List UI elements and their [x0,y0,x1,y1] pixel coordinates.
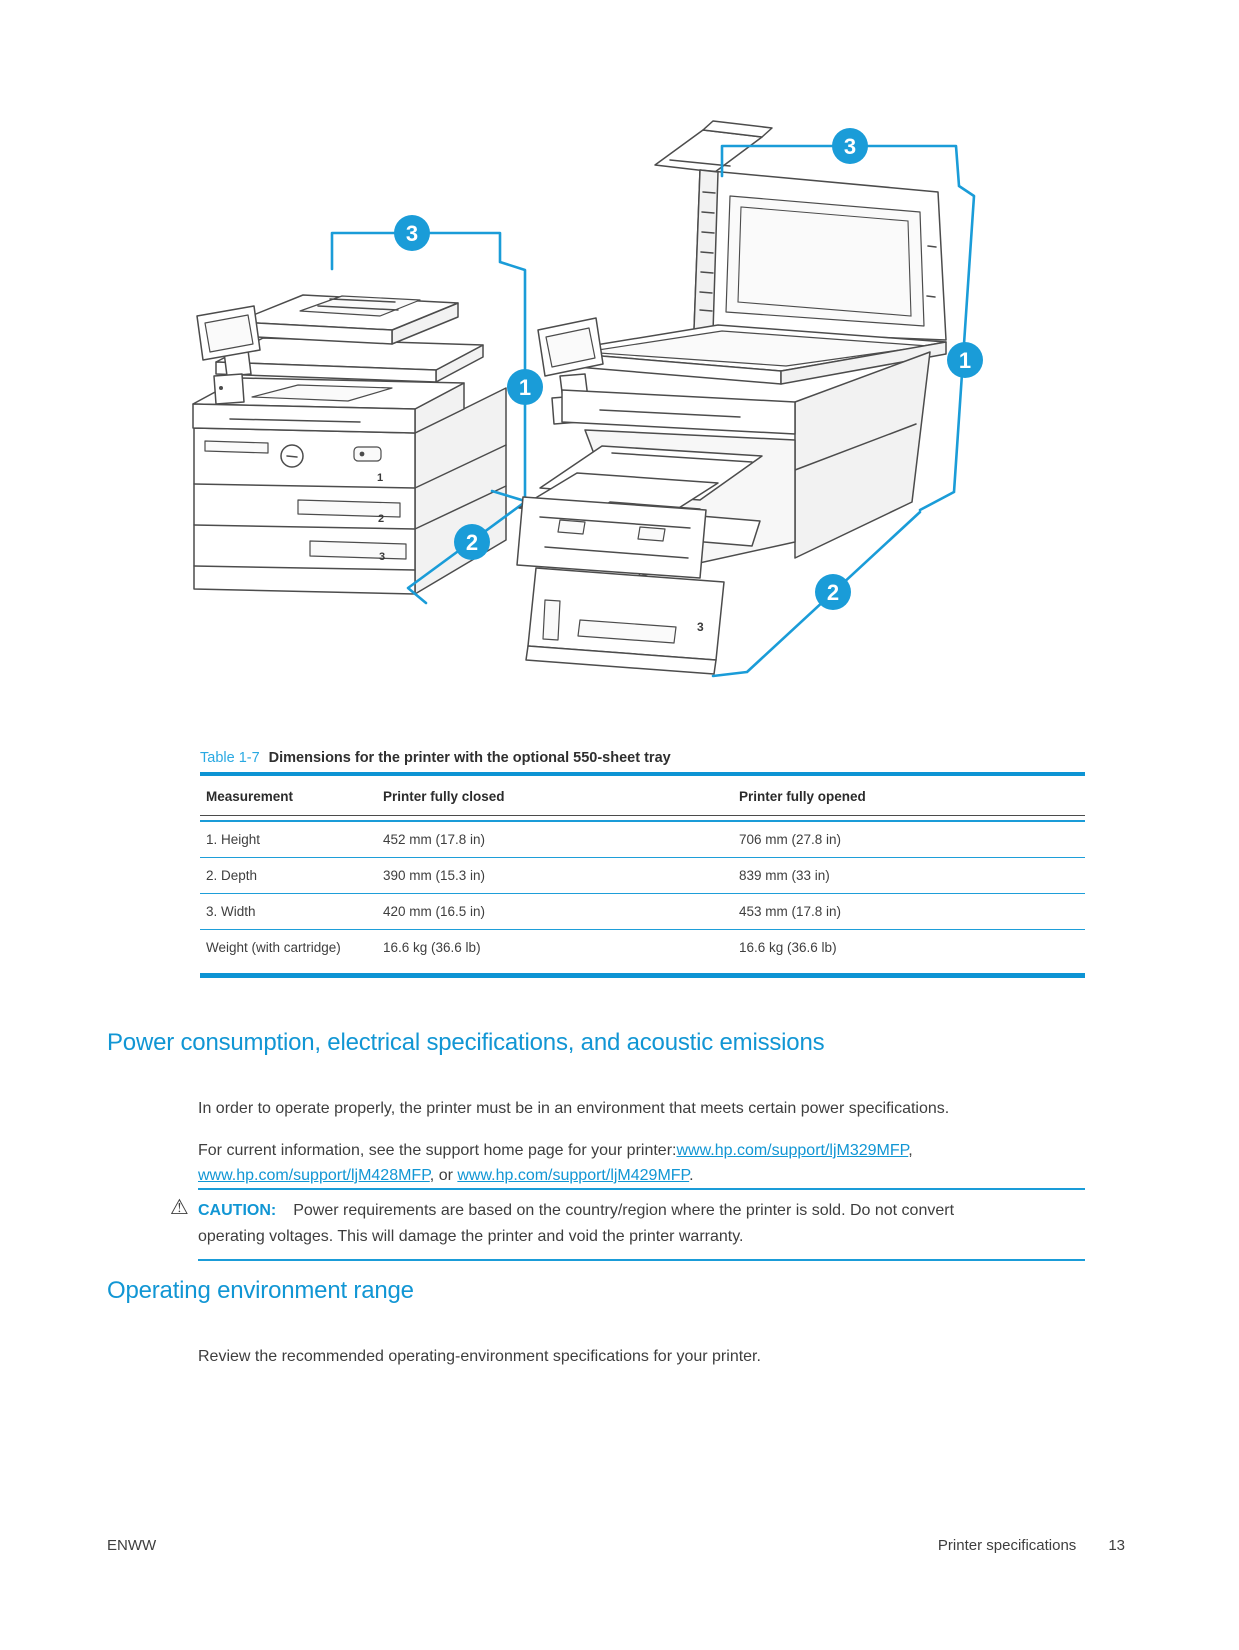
support-link-ljM429MFP[interactable]: www.hp.com/support/ljM429MFP [457,1167,690,1184]
footer-page-number: 13 [1108,1537,1125,1554]
cell-measurement: 3. Width [206,904,256,919]
caution-text-line1: Power requirements are based on the country/region where the printer is sold. Do not convert [293,1202,955,1219]
tray-3-open-label: 3 [697,620,704,634]
table-row [200,893,1085,929]
table-number-label: Table 1-7 [200,750,260,766]
support-link-ljM329MFP[interactable]: www.hp.com/support/ljM329MFP [676,1142,909,1159]
power-paragraph: In order to operate properly, the printer must be in an environment that meets certain power specifications. [198,1100,950,1117]
tray-2-label: 2 [378,513,385,525]
cell-closed: 390 mm (15.3 in) [383,868,486,883]
separator-or: , or [429,1167,458,1184]
cell-measurement: Weight (with cartridge) [206,940,341,955]
column-header-closed: Printer fully closed [383,789,505,804]
footer-section-title: Printer specifications [937,1537,1077,1554]
footer-right [938,1537,1125,1554]
section-heading-operating: Operating environment range [107,1277,414,1304]
cell-opened: 706 mm (27.8 in) [739,832,842,847]
cell-opened: 453 mm (17.8 in) [739,904,842,919]
svg-text:2: 2 [826,580,840,605]
support-prefix-text: For current information, see the support home page for your printer: [198,1142,677,1159]
svg-text:3: 3 [843,134,857,159]
tray-1-label: 1 [377,472,384,484]
tray-3-label: 3 [379,551,386,563]
table-row [200,929,1085,973]
table-row [200,822,1085,857]
caution-label: CAUTION: [198,1202,277,1219]
svg-text:3: 3 [405,221,419,246]
section-heading-power: Power consumption, electrical specifications, and acoustic emissions [107,1029,825,1056]
table-title-text: Dimensions for the printer with the optional 550-sheet tray [268,750,671,766]
caution-text-line2: operating voltages. This will damage the printer and void the printer warranty. [198,1228,744,1245]
cell-opened: 839 mm (33 in) [739,868,830,883]
svg-text:1: 1 [958,348,972,373]
operating-paragraph: Review the recommended operating-environment specifications for your printer. [198,1348,761,1365]
support-link-ljM428MFP[interactable]: www.hp.com/support/ljM428MFP [198,1167,430,1184]
footer-enww: ENWW [107,1537,157,1554]
column-header-opened: Printer fully opened [739,789,866,804]
cell-closed: 16.6 kg (36.6 lb) [383,940,481,955]
cell-closed: 452 mm (17.8 in) [383,832,486,847]
cell-closed: 420 mm (16.5 in) [383,904,486,919]
cell-measurement: 2. Depth [206,868,258,883]
cell-measurement: 1. Height [206,832,261,847]
svg-text:1: 1 [518,375,532,400]
table-body [200,820,1085,973]
table-caption [200,750,671,766]
separator-comma: , [908,1142,913,1159]
column-header-measurement: Measurement [206,789,294,804]
svg-text:2: 2 [465,530,479,555]
opened-printer-drawing [517,121,946,674]
cell-opened: 16.6 kg (36.6 lb) [739,940,837,955]
table-header-row [200,776,1085,816]
caution-note [170,1188,1085,1261]
table-row [200,857,1085,893]
sentence-period: . [689,1167,694,1184]
printer-dimensions-figure [140,85,1100,700]
warning-icon: ⚠ [170,1195,189,1219]
support-links-paragraph [198,1138,1078,1188]
dimensions-table [200,772,1085,978]
